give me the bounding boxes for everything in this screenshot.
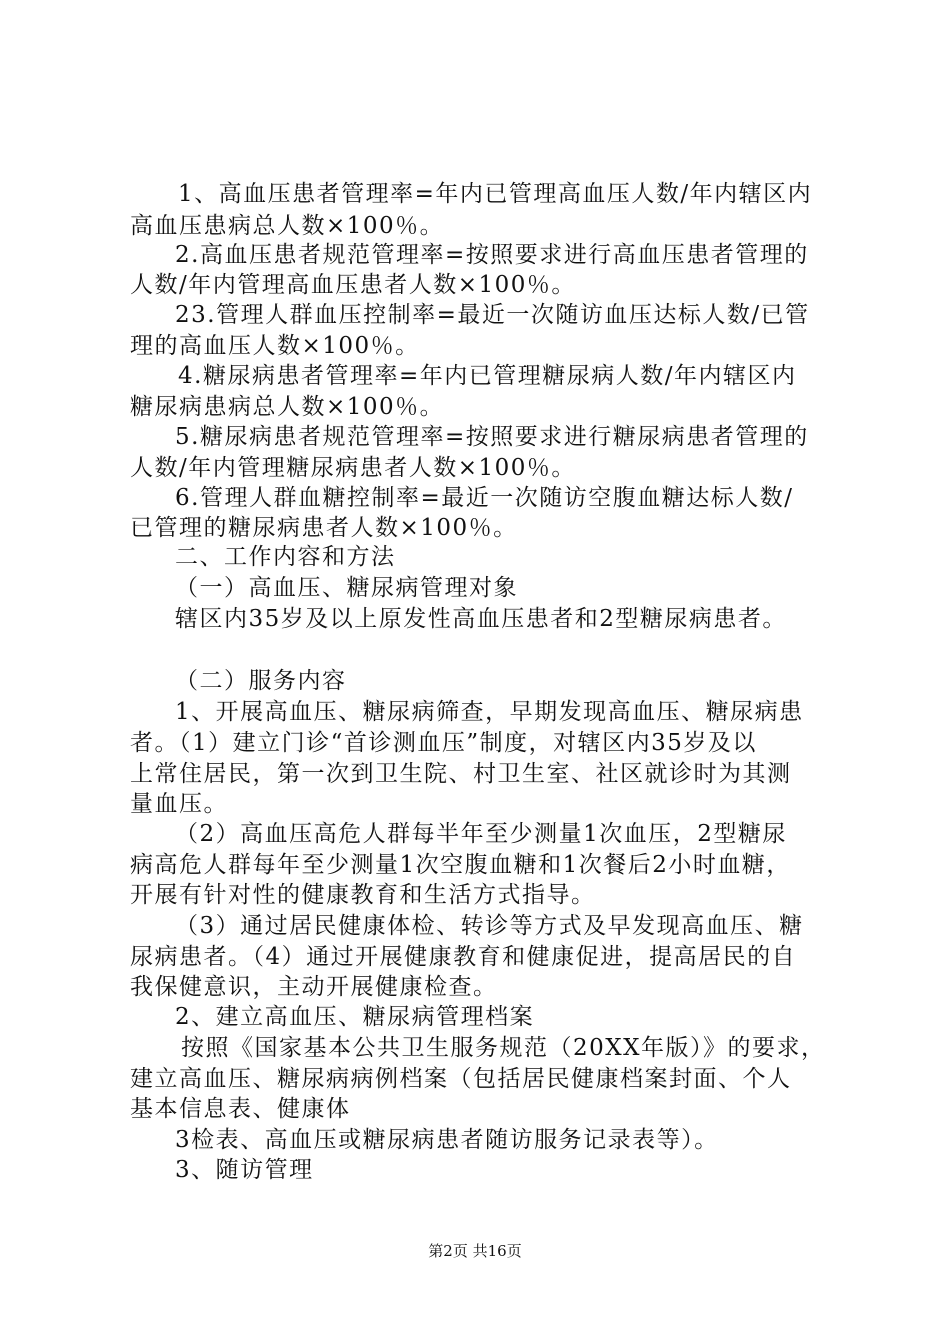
text-line: 者。（1）建立门诊“首诊测血压”制度，对辖区内35岁及以 [130,730,757,756]
text-line: 按照《国家基本公共卫生服务规范（20XX年版）》的要求， [181,1035,826,1061]
text-line: （3）通过居民健康体检、转诊等方式及早发现高血压、糖 [175,913,804,939]
section-heading: 二、工作内容和方法 [175,544,396,570]
text-line: 3检表、高血压或糖尿病患者随访服务记录表等）。 [175,1127,719,1153]
text-line: 建立高血压、糖尿病病例档案（包括居民健康档案封面、个人 [130,1066,792,1092]
subsection-heading: 2、建立高血压、糖尿病管理档案 [175,1004,535,1030]
text-line: 理的高血压人数×100％。 [130,333,420,359]
subsection-heading: （二）服务内容 [175,668,347,694]
text-line: 1、高血压患者管理率=年内已管理高血压人数/年内辖区内 [178,181,813,207]
text-line: 辖区内35岁及以上原发性高血压患者和2型糖尿病患者。 [175,606,787,632]
text-line: 开展有针对性的健康教育和生活方式指导。 [130,882,596,908]
text-line: 6.管理人群血糖控制率=最近一次随访空腹血糖达标人数/ [175,485,794,511]
text-line: 5.糖尿病患者规范管理率=按照要求进行糖尿病患者管理的 [175,424,809,450]
subsection-heading: 3、随访管理 [175,1157,314,1183]
text-line: 病高危人群每年至少测量1次空腹血糖和1次餐后2小时血糖， [130,852,791,878]
text-line: 尿病患者。（4）通过开展健康教育和健康促进，提高居民的自 [130,944,797,970]
text-line: 量血压。 [130,791,228,817]
text-line: 4.糖尿病患者管理率=年内已管理糖尿病人数/年内辖区内 [178,363,797,389]
text-line: 基本信息表、健康体 [130,1096,351,1122]
text-line: 人数/年内管理高血压患者人数×100％。 [130,272,576,298]
text-line: 已管理的糖尿病患者人数×100％。 [130,515,518,541]
text-line: 糖尿病患病总人数×100％。 [130,394,445,420]
subsection-heading: （一）高血压、糖尿病管理对象 [175,575,518,601]
text-line: 23.管理人群血压控制率=最近一次随访血压达标人数/已管 [175,302,810,328]
text-line: 2.高血压患者规范管理率=按照要求进行高血压患者管理的 [175,242,809,268]
text-line: 高血压患病总人数×100％。 [130,213,445,239]
text-line: 我保健意识，主动开展健康检查。 [130,974,498,1000]
text-line: 上常住居民，第一次到卫生院、村卫生室、社区就诊时为其测 [130,761,792,787]
text-line: （2）高血压高危人群每半年至少测量1次血压，2型糖尿 [175,821,787,847]
page-number-footer: 第2页 共16页 [428,1242,522,1260]
text-line: 人数/年内管理糖尿病患者人数×100％。 [130,455,576,481]
text-line: 1、开展高血压、糖尿病筛查，早期发现高血压、糖尿病患 [175,699,804,725]
